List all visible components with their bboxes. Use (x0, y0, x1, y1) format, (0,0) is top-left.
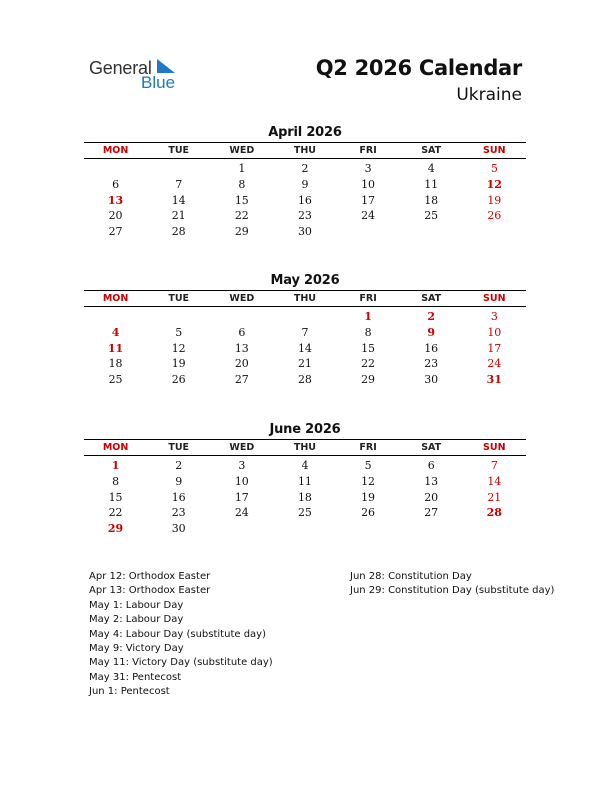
weekday-header: TUE (168, 442, 190, 453)
week-row (84, 458, 526, 474)
weekday-header: FRI (359, 293, 377, 304)
day-cell: 24 (487, 357, 502, 371)
day-cell: 15 (108, 490, 123, 504)
day-cell: 29 (361, 373, 376, 387)
week-row (84, 177, 526, 193)
header-rule-bottom (84, 306, 526, 307)
day-cell: 14 (297, 341, 312, 355)
day-cell: 5 (364, 459, 372, 473)
week-row (84, 325, 526, 341)
weekday-header: WED (229, 442, 255, 453)
holiday-entry: Jun 28: Constitution Day (350, 571, 472, 582)
header-rule-bottom (84, 158, 526, 159)
holiday-entry: Apr 13: Orthodox Easter (89, 585, 211, 597)
weekday-header: MON (102, 293, 129, 304)
day-cell: 16 (424, 341, 439, 355)
day-cell: 17 (487, 341, 502, 355)
day-cell: 27 (234, 373, 249, 387)
weekday-header: SUN (483, 293, 506, 304)
day-cell: 23 (171, 506, 186, 520)
country-name: Ukraine (456, 85, 522, 105)
logo (89, 56, 189, 92)
week-row (84, 356, 526, 372)
day-cell: 22 (234, 209, 249, 223)
weekday-header: SAT (421, 145, 442, 156)
day-cell: 25 (297, 506, 312, 520)
day-cell: 29 (234, 225, 249, 239)
day-cell: 16 (297, 193, 312, 207)
day-cell: 6 (427, 459, 435, 473)
holiday-entry: May 11: Victory Day (substitute day) (89, 657, 273, 669)
day-cell: 26 (487, 209, 502, 223)
day-cell: 27 (424, 506, 439, 520)
weekday-header: TUE (168, 293, 190, 304)
day-cell: 12 (361, 475, 376, 489)
week-row (84, 372, 526, 388)
day-cell: 5 (490, 162, 498, 176)
day-cell: 7 (175, 178, 183, 192)
day-cell: 2 (175, 459, 183, 473)
day-cell: 20 (424, 490, 439, 504)
day-cell: 30 (171, 522, 186, 536)
holiday-entry: Jun 29: Constitution Day (substitute day) (350, 585, 555, 597)
day-cell: 13 (107, 193, 124, 207)
day-cell: 21 (297, 357, 312, 371)
month-title: April 2026 (268, 125, 342, 140)
month-title: May 2026 (270, 273, 340, 288)
weekday-header: FRI (359, 442, 377, 453)
day-cell: 23 (424, 357, 439, 371)
weekday-header: THU (293, 293, 317, 304)
day-cell: 10 (361, 178, 376, 192)
holiday-list-left (89, 570, 273, 700)
day-cell: 19 (487, 193, 502, 207)
page-title: Q2 2026 Calendar (315, 56, 522, 80)
day-cell: 26 (171, 373, 186, 387)
logo-general-text: General (89, 58, 152, 78)
logo-triangle-icon (157, 59, 175, 73)
weekday-header: MON (102, 442, 129, 453)
day-cell: 18 (108, 357, 123, 371)
weekday-header: SUN (483, 145, 506, 156)
day-cell: 9 (175, 475, 183, 489)
day-cell: 23 (297, 209, 312, 223)
day-cell: 19 (361, 490, 376, 504)
week-row (84, 161, 526, 177)
weekday-header: THU (293, 145, 317, 156)
day-cell: 24 (361, 209, 376, 223)
day-cell: 12 (486, 178, 502, 192)
holiday-entry: Apr 12: Orthodox Easter (89, 571, 211, 582)
weekday-header: SAT (421, 442, 442, 453)
weekday-header: MON (102, 145, 129, 156)
weekday-header: SUN (483, 442, 506, 453)
day-cell: 20 (108, 209, 123, 223)
week-row (84, 192, 526, 208)
day-cell: 17 (234, 490, 249, 504)
day-cell: 6 (112, 178, 120, 192)
holiday-entry: May 1: Labour Day (89, 599, 184, 611)
header-rule-bottom (84, 455, 526, 456)
day-cell: 10 (234, 475, 249, 489)
day-cell: 8 (364, 326, 372, 340)
day-cell: 18 (297, 490, 312, 504)
weekday-header-row (84, 291, 526, 306)
weekday-header: SAT (421, 293, 442, 304)
weekday-header-row (84, 143, 526, 158)
day-cell: 5 (175, 326, 183, 340)
holiday-list-right (350, 570, 555, 598)
day-cell: 29 (107, 522, 124, 536)
weekday-header: WED (229, 145, 255, 156)
day-cell: 19 (171, 357, 186, 371)
day-cell: 10 (487, 326, 502, 340)
holiday-entry: May 9: Victory Day (89, 643, 184, 655)
day-cell: 17 (361, 193, 376, 207)
day-cell: 30 (424, 373, 439, 387)
month-may (84, 272, 526, 387)
day-cell: 2 (301, 162, 309, 176)
day-cell: 8 (238, 178, 246, 192)
day-cell: 2 (427, 310, 436, 324)
day-cell: 24 (234, 506, 249, 520)
logo-blue-text: Blue (141, 73, 176, 92)
holiday-entry: Jun 1: Pentecost (89, 686, 170, 698)
day-cell: 1 (238, 162, 246, 176)
day-cell: 22 (361, 357, 376, 371)
day-cell: 28 (171, 225, 186, 239)
day-cell: 28 (486, 506, 502, 520)
day-cell: 3 (490, 310, 498, 324)
day-cell: 21 (487, 490, 502, 504)
week-row (84, 309, 526, 325)
day-cell: 13 (424, 475, 439, 489)
day-cell: 22 (108, 506, 123, 520)
holiday-entry: May 4: Labour Day (substitute day) (89, 628, 266, 640)
day-cell: 8 (112, 475, 120, 489)
day-cell: 25 (108, 373, 123, 387)
week-row (84, 489, 526, 505)
day-cell: 4 (427, 162, 435, 176)
day-cell: 21 (171, 209, 186, 223)
week-row (84, 474, 526, 490)
day-cell: 28 (297, 373, 312, 387)
day-cell: 13 (234, 341, 249, 355)
day-cell: 4 (111, 326, 120, 340)
day-cell: 6 (238, 326, 246, 340)
month-april (84, 124, 526, 239)
week-row (84, 208, 526, 224)
weekday-header: TUE (168, 145, 190, 156)
day-cell: 14 (171, 193, 186, 207)
day-cell: 27 (108, 225, 123, 239)
day-cell: 11 (424, 178, 439, 192)
day-cell: 31 (486, 373, 502, 387)
weekday-header: FRI (359, 145, 377, 156)
day-cell: 9 (301, 178, 309, 192)
day-cell: 26 (361, 506, 376, 520)
day-cell: 15 (234, 193, 249, 207)
day-cell: 11 (297, 475, 312, 489)
day-cell: 4 (301, 459, 309, 473)
day-cell: 9 (427, 326, 436, 340)
day-cell: 25 (424, 209, 439, 223)
week-row (84, 521, 526, 537)
holiday-entry: May 31: Pentecost (89, 671, 182, 683)
day-cell: 7 (301, 326, 309, 340)
weekday-header: WED (229, 293, 255, 304)
day-cell: 15 (361, 341, 376, 355)
day-cell: 1 (364, 310, 372, 324)
day-cell: 16 (171, 490, 186, 504)
month-june (84, 421, 526, 536)
week-row (84, 505, 526, 521)
day-cell: 18 (424, 193, 439, 207)
day-cell: 7 (490, 459, 498, 473)
weekday-header: THU (293, 442, 317, 453)
weekday-header-row (84, 440, 526, 455)
day-cell: 12 (171, 341, 186, 355)
day-cell: 1 (111, 459, 120, 473)
day-cell: 14 (487, 475, 502, 489)
week-row (84, 224, 526, 240)
day-cell: 11 (107, 341, 124, 355)
day-cell: 20 (234, 357, 249, 371)
month-title: June 2026 (269, 422, 341, 437)
week-row (84, 340, 526, 356)
holiday-entry: May 2: Labour Day (89, 614, 184, 626)
day-cell: 3 (238, 459, 246, 473)
day-cell: 30 (297, 225, 312, 239)
day-cell: 3 (364, 162, 372, 176)
